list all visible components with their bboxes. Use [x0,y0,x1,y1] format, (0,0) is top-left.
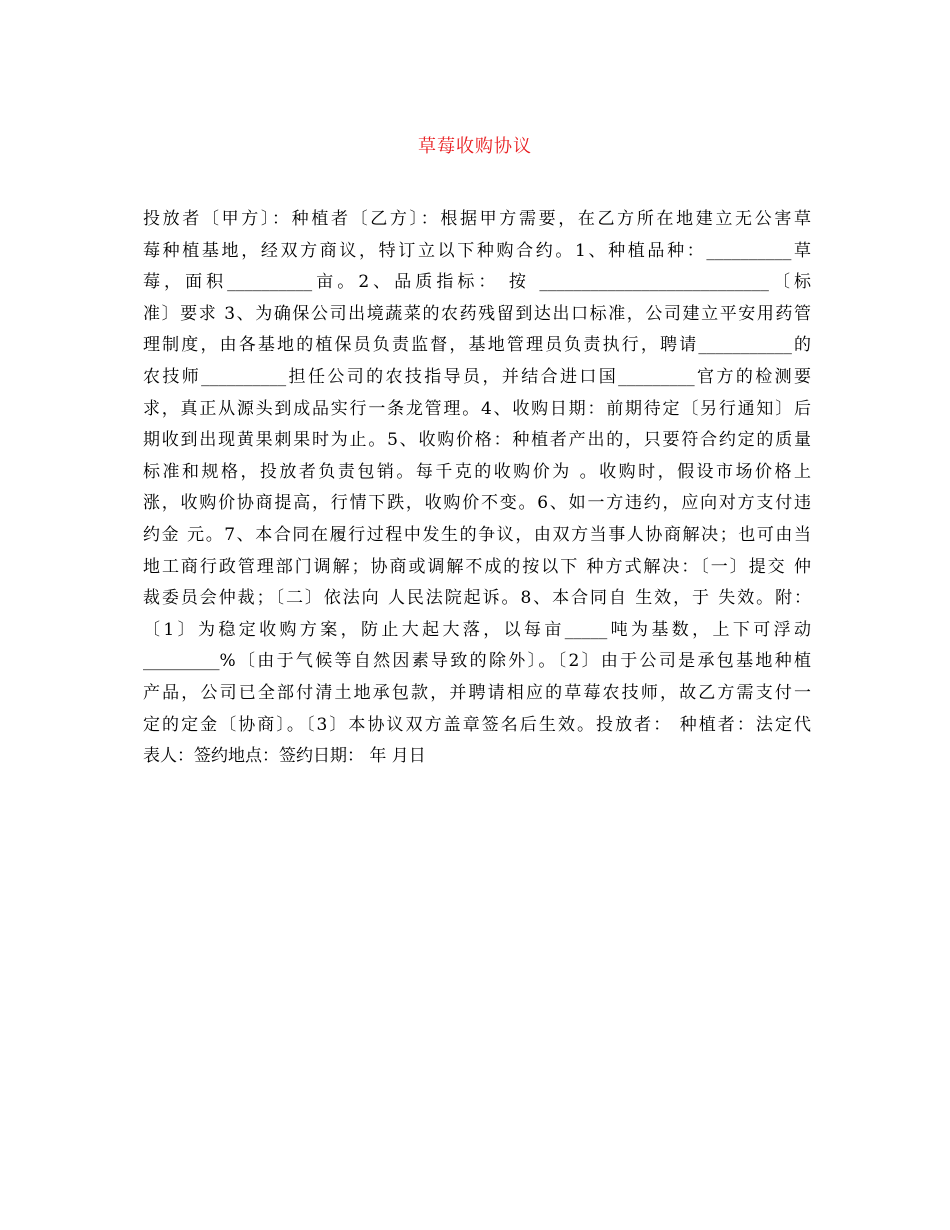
body-line-13: 裁委员会仲裁；〔二〕依法向 人民法院起诉。8、本合同自 生效，于 失效。附： [143,588,811,609]
agreement-body [143,204,811,773]
body-line-10: 涨，收购价协商提高，行情下跌，收购价不变。6、如一方违约，应向对方支付违 [143,493,811,514]
body-line-3: 莓，面积__________亩。2、品质指标： 按 ___________________________〔标 [143,272,811,293]
body-line-16: 产品，公司已全部付清土地承包款，并聘请相应的草莓农技师，故乙方需支付一 [143,682,811,703]
body-line-14: 〔1〕为稳定收购方案，防止大起大落，以每亩_____吨为基数，上下可浮动 [143,619,811,640]
document-title: 草莓收购协议 [418,136,532,157]
body-line-1: 投放者〔甲方〕：种植者〔乙方〕：根据甲方需要，在乙方所在地建立无公害草 [143,209,811,229]
body-line-11: 约金 元。7、本合同在履行过程中发生的争议，由双方当事人协商解决；也可由当 [143,524,811,545]
body-line-5: 理制度，由各基地的植保员负责监督，基地管理员负责执行，聘请___________的 [143,335,811,356]
body-line-2: 莓种植基地，经双方商议，特订立以下种购合约。1、种植品种：__________草 [143,240,811,261]
body-line-9: 标准和规格，投放者负责包销。每千克的收购价为 。收购时，假设市场价格上 [143,461,811,482]
body-line-7: 求，真正从源头到成品实行一条龙管理。4、收购日期：前期待定〔另行通知〕后 [143,398,811,419]
body-line-8: 期收到出现黄果刺果时为止。5、收购价格：种植者产出的，只要符合约定的质量 [143,430,811,451]
body-line-18: 表人：签约地点：签约日期： 年 月日 [143,746,426,767]
body-line-17: 定的定金〔协商〕。〔3〕本协议双方盖章签名后生效。投放者： 种植者：法定代 [143,714,811,735]
body-line-4: 准〕要求 3、为确保公司出境蔬菜的农药残留到达出口标准，公司建立平安用药管 [143,303,811,324]
body-line-12: 地工商行政管理部门调解；协商或调解不成的按以下 种方式解决：〔一〕提交 仲 [143,556,811,577]
body-line-6: 农技师__________担任公司的农技指导员，并结合进口国_________官方的检测要 [143,366,811,387]
body-line-15: _________%〔由于气候等自然因素导致的除外〕。〔2〕由于公司是承包基地种植 [143,651,811,672]
